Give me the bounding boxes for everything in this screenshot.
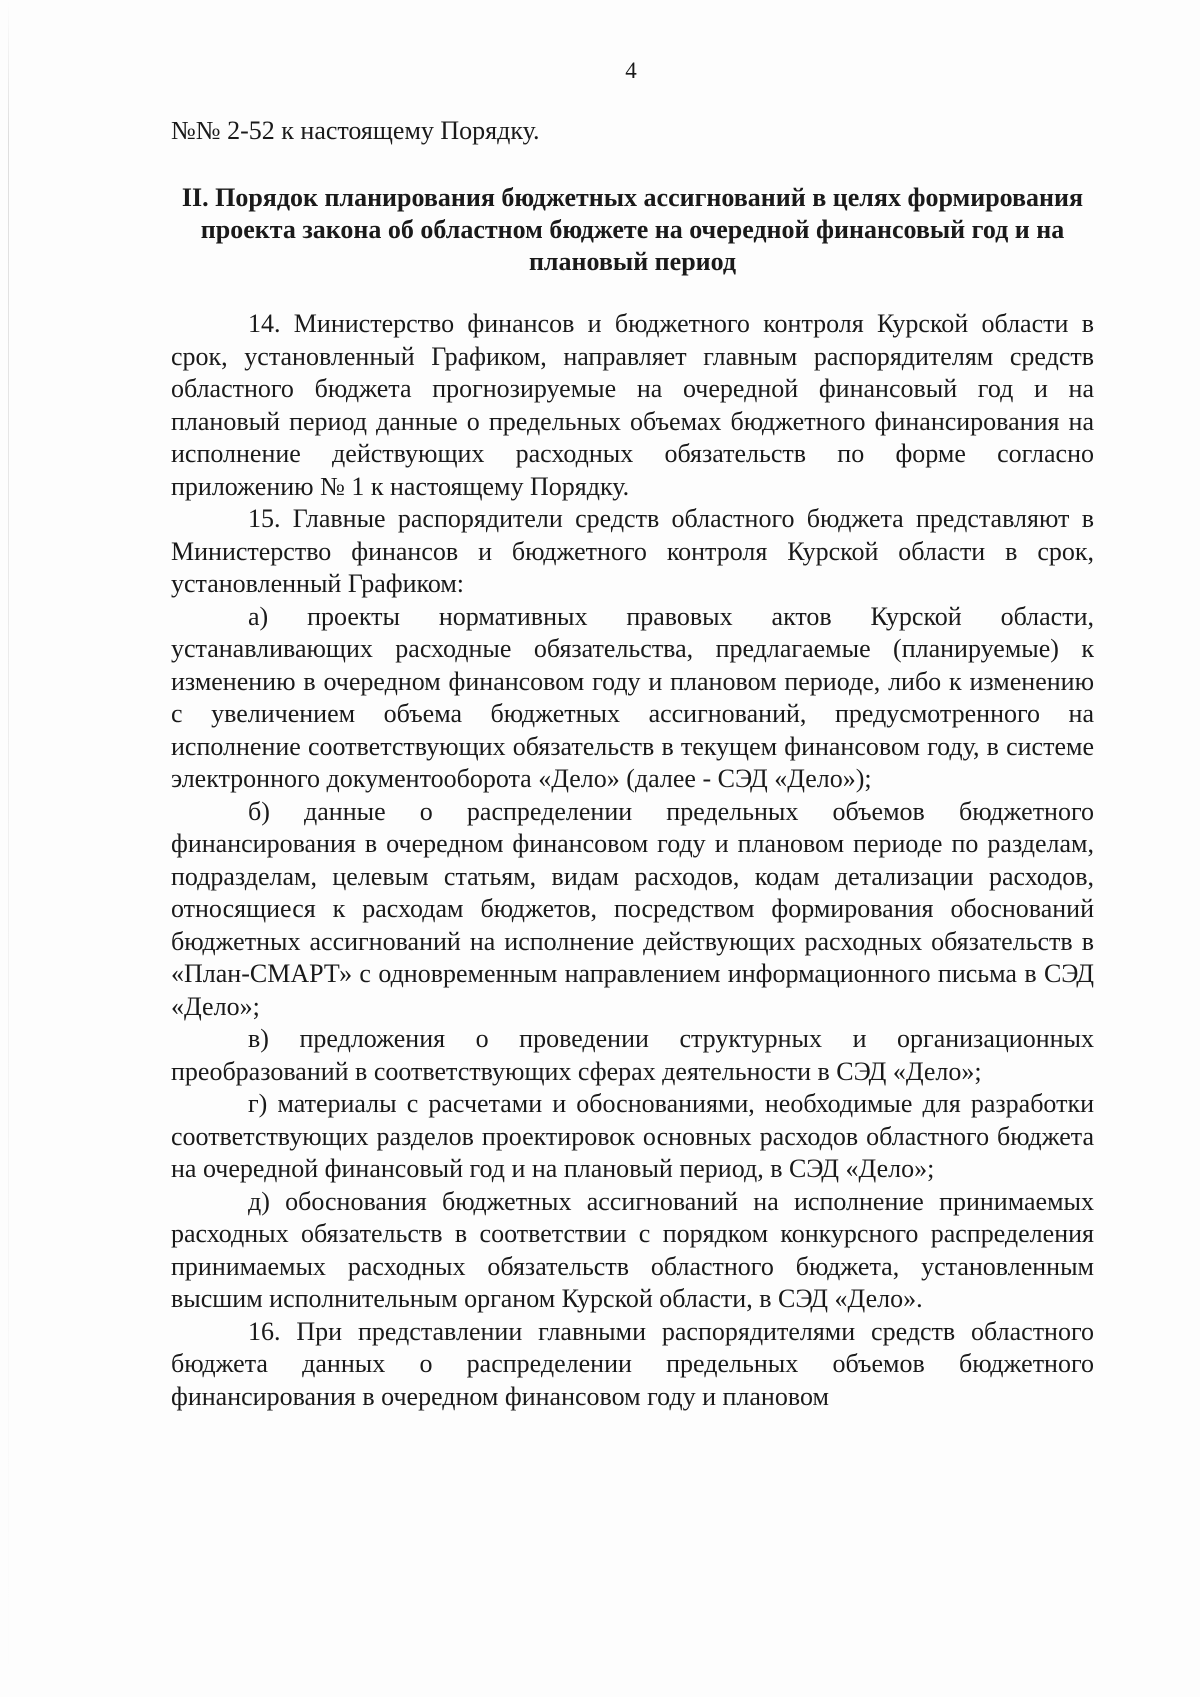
- continuation-line: №№ 2-52 к настоящему Порядку.: [171, 116, 540, 145]
- paragraph-15g: г) материалы с расчетами и обоснованиями, необходимые для разработки соответствующих разделов проектировок основных расходов областного бюджета на очередной финансовый год и на плановый период, в СЭД «Дело»;: [171, 1089, 1094, 1183]
- section-heading: II. Порядок планирования бюджетных ассигнований в целях формирования проекта закона об областном бюджете на очередной финансовый год и на плановый период: [181, 183, 1084, 276]
- page-number: 4: [625, 58, 637, 83]
- paragraph-15: 15. Главные распорядители средств областного бюджета представляют в Министерство финансов и бюджетного контроля Курской области в срок, установленный Графиком:: [171, 504, 1094, 598]
- paragraph-14: 14. Министерство финансов и бюджетного контроля Курской области в срок, установленный Графиком, направляет главным распорядителям средств областного бюджета прогнозируемые на очередной финансовый год и на плановый период данные о предельных объемах бюджетного финансирования на исполнение действующих расходных обязательств по форме согласно приложению № 1 к настоящему Порядку.: [171, 309, 1094, 501]
- paragraph-16: 16. При представлении главными распорядителями средств областного бюджета данных о распределении предельных объемов бюджетного финансирования в очередном финансовом году и плановом: [171, 1316, 1094, 1411]
- paragraph-15a: а) проекты нормативных правовых актов Курской области, устанавливающих расходные обязательства, предлагаемые (планируемые) к изменению в очередном финансовом году и плановом периоде, либо к изменению с увеличением объема бюджетных ассигнований, предусмотренного на исполнение соответствующих обязательств в текущем финансовом году, в системе электронного документооборота «Дело» (далее - СЭД «Дело»);: [171, 601, 1094, 793]
- scan-edge: [8, 0, 9, 1697]
- paragraph-15v: в) предложения о проведении структурных и организационных преобразований в соответствующих сферах деятельности в СЭД «Дело»;: [171, 1024, 1094, 1086]
- paragraph-15b: б) данные о распределении предельных объемов бюджетного финансирования в очередном финансовом году и плановом периоде по разделам, подразделам, целевым статьям, видам расходов, кодам детализации расходов, относящиеся к расходам бюджетов, посредством формирования обоснований бюджетных ассигнований на исполнение действующих расходных обязательств в «План-СМАРТ» с одновременным направлением информационного письма в СЭД «Дело»;: [171, 796, 1094, 1021]
- body-text: [171, 308, 1094, 1413]
- paragraph-15d: д) обоснования бюджетных ассигнований на исполнение принимаемых расходных обязательств в соответствии с порядком конкурсного распределения принимаемых расходных обязательств областного бюджета, установленным высшим исполнительным органом Курской области, в СЭД «Дело».: [171, 1186, 1094, 1313]
